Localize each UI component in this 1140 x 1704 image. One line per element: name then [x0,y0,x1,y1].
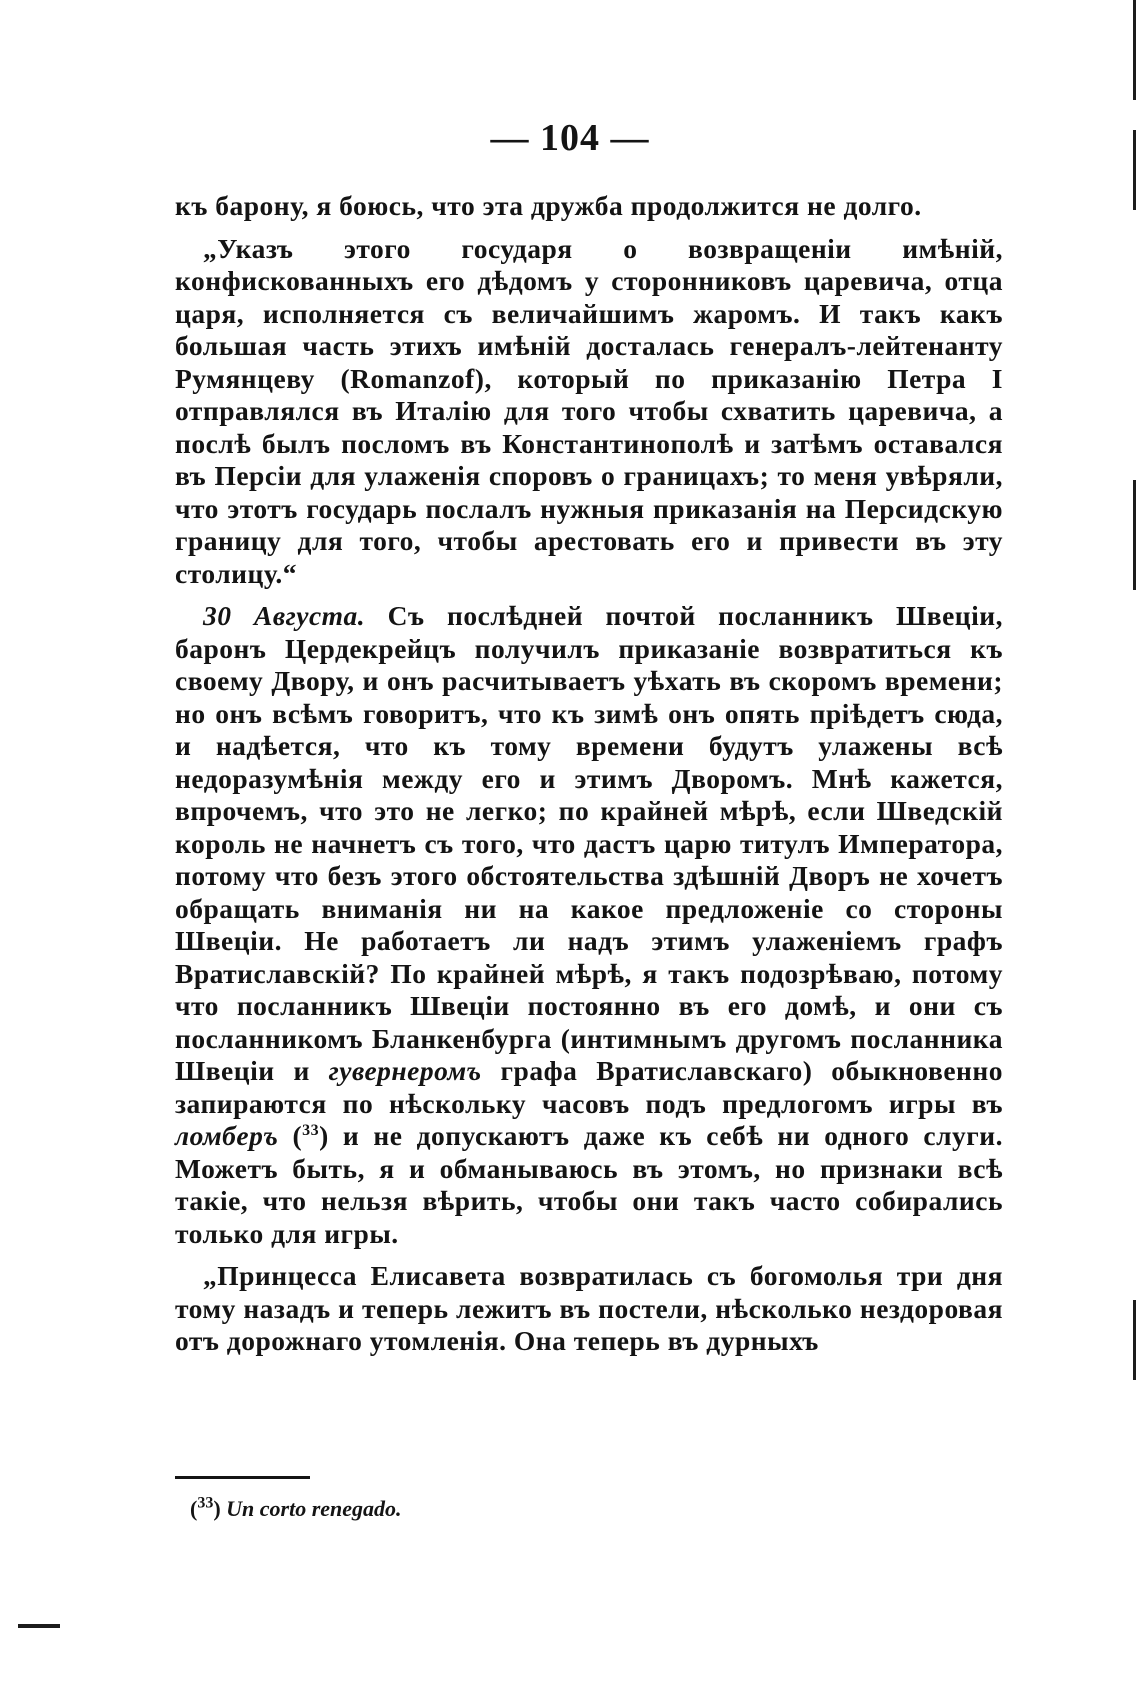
scan-edge-line-upper [1133,130,1136,210]
body-text [175,190,1003,1368]
paragraph-august-30 [175,600,1003,1250]
footnote-close: ) [213,1496,221,1521]
scan-margin-mark [18,1624,60,1628]
italic-word-governor: гувернеромъ [328,1055,482,1086]
scan-edge-line-top [1133,0,1136,100]
paragraph-decree: „Указъ этого государя о возвращеніи имѣній, конфискованныхъ его дѣдомъ у сторонниковъ царевича, отца царя, исполняется съ величайшимъ жаромъ. И такъ какъ большая часть этихъ имѣній досталась генералъ-лейтенанту Румянцеву (Romanzof), который по приказанію Петра I отправлялся въ Италію для того чтобы схватить царевича, а послѣ былъ посломъ въ Константинополѣ и затѣмъ оставался въ Персіи для улаженія споровъ о границахъ; то меня увѣряли, что этотъ государь послалъ нужныя приказанія на Персидскую границу для того, чтобы арестовать его и привести въ эту столицу.“ [175,232,1003,589]
footnote-text: Un corto renegado. [226,1496,402,1521]
entry-date: 30 Августа. [203,600,366,631]
page-number: — 104 — [490,117,650,159]
scan-edge-line-lower [1133,1300,1136,1380]
scan-edge-line-middle [1133,480,1136,590]
footnote-divider [175,1476,310,1479]
footnote [190,1496,402,1522]
ref-close: ) [319,1120,329,1151]
footnote-reference: 33 [302,1121,320,1139]
paragraph-text-part-b: графа Вратиславскаго) обыкновенно запираются по нѣскольку часовъ подъ предлогомъ игры въ [175,1055,1003,1119]
paragraph-elizabeth: „Принцесса Елисавета возвратилась съ богомолья три дня тому назадъ и теперь лежитъ въ постели, нѣсколько нездоровая отъ дорожнаго утомленія. Она теперь въ дурныхъ [175,1260,1003,1356]
paragraph-text-part-c: и не допускаютъ даже къ себѣ ни одного слуги. Можетъ быть, я и обманываюсь въ этомъ, но признаки всѣ такіе, что нельзя вѣрить, чтобы они такъ часто собирались только для игры. [175,1120,1003,1249]
ref-open: ( [278,1120,303,1151]
paragraph-text-part-a: Съ послѣдней почтой посланникъ Швеціи, баронъ Цердекрейцъ получилъ приказаніе возвратиться къ своему Двору, и онъ расчитываетъ уѣхать въ скоромъ времени; но онъ всѣмъ говоритъ, что къ зимѣ онъ опять пріѣдетъ сюда, и надѣется, что къ тому времени будутъ улажены всѣ недоразумѣнія между его и этимъ Дворомъ. Мнѣ кажется, впрочемъ, что это не легко; по крайней мѣрѣ, если Шведскій король не начнетъ съ того, что дастъ царю титулъ Императора, потому что безъ этого обстоятельства здѣшній Дворъ не хочетъ обращать вниманія ни на какое предложеніе со стороны Швеціи. Не работаетъ ли надъ этимъ улаженіемъ графъ Вратиславскій? По крайней мѣрѣ, я такъ подозрѣваю, потому что посланникъ Швеціи постоянно въ его домѣ, и они съ посланникомъ Бланкенбурга (интимнымъ другомъ посланника Швеціи и [175,600,1003,1086]
italic-word-lomber: ломберъ [175,1120,279,1151]
paragraph-continuation: къ барону, я боюсь, что эта дружба продолжится не долго. [175,190,922,221]
footnote-open: ( [190,1496,198,1521]
footnote-number: 33 [197,1494,214,1512]
